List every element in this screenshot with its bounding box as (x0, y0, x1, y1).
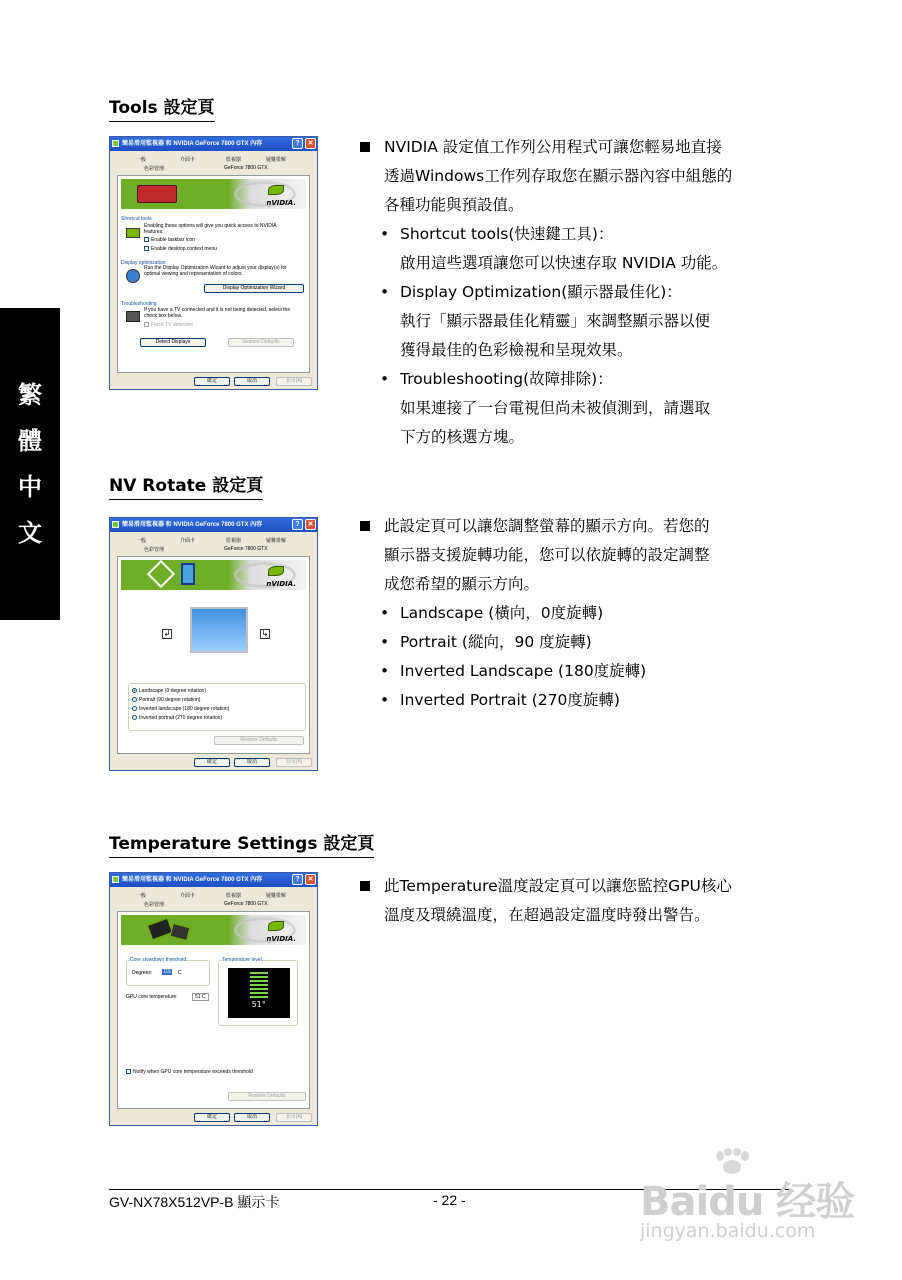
gpu-core-temp-label: GPU core temperature: (126, 994, 178, 1000)
rotate-graphic-icon (147, 560, 175, 588)
bullet-label: • Inverted Landscape (180度旋轉) (360, 657, 800, 686)
side-tab-char: 體 (18, 426, 42, 455)
monitor-preview-icon (190, 607, 248, 653)
inverted-landscape-option (132, 706, 229, 712)
bullet-desc: 執行「顯示器最佳化精靈」來調整顯示器以便 (400, 312, 711, 330)
paragraph-line: 顯示器支援旋轉功能，您可以依旋轉的設定調整 (384, 546, 710, 564)
dialog-body (117, 556, 310, 754)
nv-rotate-description (360, 512, 800, 715)
close-icon: ✕ (305, 519, 316, 530)
restore-defaults-button: Restore Defaults (228, 338, 294, 347)
degrees-unit: C (178, 970, 182, 976)
temperature-description (360, 872, 800, 930)
tab-monitor: 監視器 (226, 157, 242, 163)
nvidia-eye-icon (268, 566, 284, 576)
apply-button: 套用(A) (276, 1113, 312, 1122)
tab-monitor: 監視器 (226, 538, 242, 544)
tab-adapter: 介面卡 (180, 893, 196, 899)
option-label: Landscape (0 degree rotation) (139, 688, 206, 694)
apply-button: 套用(A) (276, 758, 312, 767)
dialog-title-bar (110, 873, 317, 887)
checkbox-icon (144, 322, 149, 327)
nvidia-logo: nVIDIA. (266, 935, 296, 943)
nv-rotate-dialog-screenshot (109, 517, 318, 771)
group-label: Temperature level (222, 957, 262, 963)
side-tab-char: 中 (18, 472, 42, 501)
radio-icon (132, 697, 137, 702)
bullet-label: • Inverted Portrait (270度旋轉) (360, 686, 800, 715)
dialog-title-bar (110, 137, 317, 151)
paragraph-line: 此Temperature溫度設定頁可以讓您監控GPU核心 (360, 872, 800, 901)
gpu-chip-icon (169, 923, 190, 941)
option-label: Enable taskbar icon (151, 237, 195, 243)
option-label: Force TV detection (151, 322, 194, 328)
restore-defaults-button: Restore Defaults (214, 736, 304, 745)
paragraph-line: 透過Windows工作列存取您在顯示器內容中組態的 (384, 167, 733, 185)
help-icon: ? (292, 519, 303, 530)
gauge-bars-icon (250, 972, 268, 998)
detect-displays-button: Detect Displays (140, 338, 206, 347)
window-icon (112, 521, 119, 528)
portrait-graphic-icon (181, 563, 195, 585)
optimization-icon (126, 269, 140, 283)
bullet-desc: 獲得最佳的色彩檢視和呈現效果。 (400, 341, 633, 359)
portrait-option (132, 697, 200, 703)
help-icon: ? (292, 874, 303, 885)
ok-button: 確定 (194, 377, 230, 386)
bullet-label: • Display Optimization(顯示器最佳化)： (360, 278, 800, 307)
restore-defaults-button: Restore Defaults (228, 1092, 306, 1101)
tab-general: 一般 (136, 538, 147, 544)
notify-option (126, 1069, 253, 1075)
temperature-dialog-screenshot (109, 872, 318, 1126)
checkbox-icon (144, 237, 149, 242)
enable-taskbar-option (144, 237, 195, 243)
tab-geforce: GeForce 7800 GTX (224, 901, 268, 907)
baidu-watermark (636, 1148, 856, 1248)
bullet-label: • Troubleshooting(故障排除)： (360, 365, 800, 394)
nvidia-banner (121, 560, 306, 590)
dialog-title: 簡易滑用監視器 和 NVIDIA GeForce 7800 GTX 內容 (122, 522, 263, 528)
nvidia-eye-icon (268, 921, 284, 931)
side-tab-char: 繁 (18, 380, 42, 409)
tab-color-management: 色彩管理 (144, 547, 165, 553)
dialog-title: 簡易滑用監視器 和 NVIDIA GeForce 7800 GTX 內容 (122, 877, 263, 883)
nvidia-banner (121, 179, 306, 209)
tab-general: 一般 (136, 893, 147, 899)
shortcut-icon (126, 228, 140, 238)
page-number: - 22 - (433, 1192, 466, 1208)
apply-button: 套用(A) (276, 377, 312, 386)
section-title-nv-rotate: NV Rotate 設定頁 (109, 471, 263, 500)
option-label: Inverted landscape (180 degree rotation) (139, 706, 230, 712)
dialog-body (117, 911, 310, 1109)
gpu-core-temp-value: 51 C (192, 993, 209, 1001)
tab-adapter: 介面卡 (180, 157, 196, 163)
dialog-tabs (116, 535, 311, 557)
nvidia-banner (121, 915, 306, 945)
language-side-tab (0, 308, 60, 620)
footer-model: GV-NX78X512VP-B 顯示卡 (109, 1194, 280, 1210)
landscape-option (132, 688, 206, 694)
option-label: Portrait (90 degree rotation) (139, 697, 201, 703)
enable-context-menu-option (144, 246, 217, 252)
degrees-label: Degrees: (132, 970, 153, 976)
display-optimization-wizard-button: Display Optimization Wizard (204, 284, 304, 293)
paragraph-line: 此設定頁可以讓您調整螢幕的顯示方向。若您的 (360, 512, 800, 541)
tab-adapter: 介面卡 (180, 538, 196, 544)
tab-color-management: 色彩管理 (144, 902, 165, 908)
window-icon (112, 140, 119, 147)
ok-button: 確定 (194, 1113, 230, 1122)
dialog-tabs (116, 890, 311, 912)
tab-monitor: 監視器 (226, 893, 242, 899)
tab-general: 一般 (136, 157, 147, 163)
group-text: Enabling these options will give you quick access to NVIDIA features. (144, 223, 277, 235)
radio-icon (132, 715, 137, 720)
paragraph-line: 成您希望的顯示方向。 (384, 575, 540, 593)
dialog-title: 簡易滑用監視器 和 NVIDIA GeForce 7800 GTX 內容 (122, 141, 263, 147)
radio-icon (132, 688, 137, 693)
option-label: Enable desktop context menu (151, 246, 217, 252)
close-icon: ✕ (305, 874, 316, 885)
tools-description (360, 133, 800, 452)
tab-color-management: 色彩管理 (144, 166, 165, 172)
group-label: Core slowdown threshold (130, 957, 187, 963)
paragraph-line: NVIDIA 設定值工作列公用程式可讓您輕易地直接 (360, 133, 800, 162)
option-label: Notify when GPU core temperature exceeds threshold (133, 1069, 253, 1075)
gpu-chip-icon (147, 918, 173, 941)
side-tab-char: 文 (18, 518, 42, 547)
bullet-desc: 如果連接了一台電視但尚未被偵測到，請選取 (400, 399, 711, 417)
group-label: Shortcut tools (121, 216, 152, 222)
option-label: Inverted portrait (270 degree rotation) (139, 715, 223, 721)
help-icon: ? (292, 138, 303, 149)
rotate-right-icon: ↳ (261, 629, 269, 638)
bullet-desc: 啟用這些選項讓您可以快速存取 NVIDIA 功能。 (400, 254, 728, 272)
dialog-tabs (116, 154, 311, 176)
nvidia-logo: nVIDIA. (266, 580, 296, 588)
tab-troubleshoot: 疑難排解 (266, 893, 287, 899)
tab-troubleshoot: 疑難排解 (266, 157, 287, 163)
nvidia-eye-icon (268, 185, 284, 195)
tools-dialog-screenshot (109, 136, 318, 390)
group-text: Run the Display Optimization Wizard to adjust your display(s) for optimal viewing and representation of colors. (144, 265, 287, 277)
nvidia-logo: nVIDIA. (266, 199, 296, 207)
radio-icon (132, 706, 137, 711)
bullet-desc: 下方的核選方塊。 (400, 428, 525, 446)
tv-icon (126, 311, 140, 322)
tab-geforce: GeForce 7800 GTX (224, 546, 268, 552)
group-label: Troubleshooting (121, 301, 157, 307)
watermark-logo: Baidu 经验 (640, 1179, 855, 1225)
degrees-input: 115 (163, 969, 171, 975)
rotate-left-icon: ↲ (163, 629, 171, 638)
gauge-reading: 51° (251, 1000, 267, 1009)
toolbox-icon (137, 185, 177, 203)
paragraph-line: 各種功能與預設值。 (384, 196, 524, 214)
watermark-url: jingyan.baidu.com (640, 1220, 816, 1242)
force-tv-option (144, 322, 193, 328)
window-icon (112, 876, 119, 883)
ok-button: 確定 (194, 758, 230, 767)
close-icon: ✕ (305, 138, 316, 149)
cancel-button: 取消 (234, 758, 270, 767)
group-label: Display optimization (121, 260, 166, 266)
dialog-title-bar (110, 518, 317, 532)
cancel-button: 取消 (234, 1113, 270, 1122)
tab-geforce: GeForce 7800 GTX (224, 165, 268, 171)
section-title-temperature-settings: Temperature Settings 設定頁 (109, 829, 374, 858)
bullet-label: • Shortcut tools(快速鍵工具)： (360, 220, 800, 249)
temperature-gauge (228, 968, 290, 1018)
inverted-portrait-option (132, 715, 222, 721)
bullet-label: • Portrait (縱向，90 度旋轉) (360, 628, 800, 657)
paragraph-line: 溫度及環繞溫度，在超過設定溫度時發出警告。 (384, 906, 710, 924)
section-title-tools: Tools 設定頁 (109, 93, 215, 122)
tab-troubleshoot: 疑難排解 (266, 538, 287, 544)
checkbox-icon (144, 246, 149, 251)
group-text: If you have a TV connected and it is not being detected, select the check box below. (144, 307, 291, 319)
cancel-button: 取消 (234, 377, 270, 386)
bullet-label: • Landscape (橫向，0度旋轉) (360, 599, 800, 628)
checkbox-icon (126, 1069, 131, 1074)
dialog-body (117, 175, 310, 373)
